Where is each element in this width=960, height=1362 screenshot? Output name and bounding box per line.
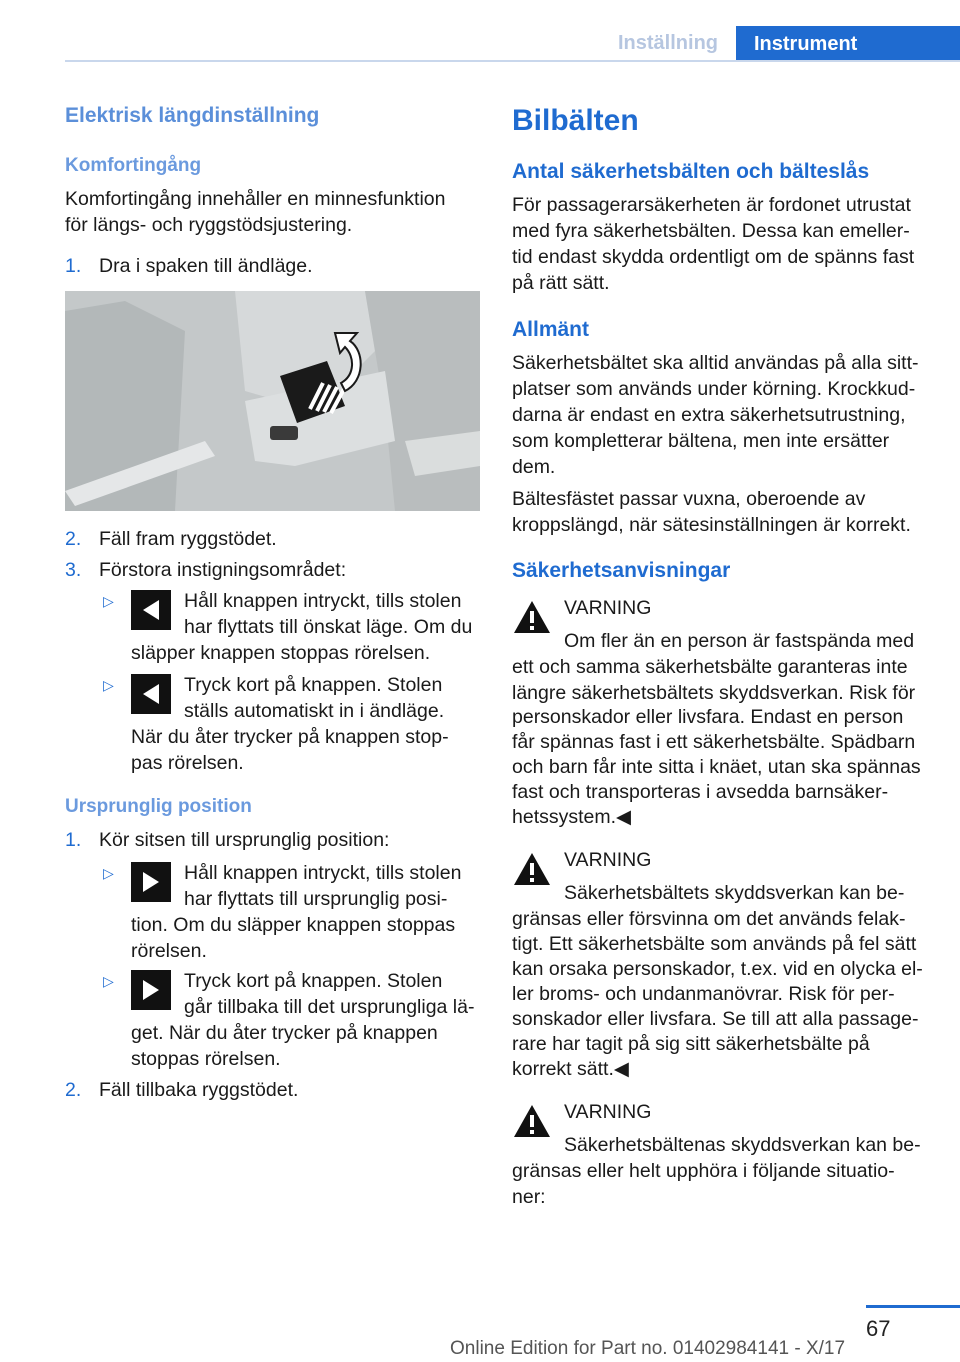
- step-text: Dra i spaken till ändläge.: [99, 255, 313, 277]
- body-line: som kompletterar bältena, men inte ersätter: [512, 430, 890, 452]
- bullet-text: har flyttats till ursprunglig posi‐: [184, 888, 448, 910]
- triangle-right-button-icon: [131, 970, 171, 1010]
- section-heading: Säkerhetsanvisningar: [512, 559, 731, 582]
- bullet-text: När du åter trycker på knappen stop‐: [131, 726, 449, 748]
- bullet-triangle-icon: ▷: [103, 677, 114, 693]
- body-line: darna är endast en extra säkerhetsutrustning,: [512, 404, 906, 426]
- body-line: dem.: [512, 456, 556, 478]
- warning-triangle-icon: [512, 599, 552, 635]
- body-line: platser som används under körning. Krockkud‐: [512, 378, 916, 400]
- body-line: Bältesfästet passar vuxna, oberoende av: [512, 488, 866, 510]
- warning-line: Om fler än en person är fastspända med: [564, 630, 915, 652]
- warning-line: rare har tagit på sig sitt säkerhetsbälte på: [512, 1033, 870, 1055]
- warning-triangle-icon: [512, 1103, 552, 1139]
- triangle-right-button-icon: [131, 862, 171, 902]
- step-text: Fäll fram ryggstödet.: [99, 528, 277, 550]
- step-number: 1.: [65, 829, 82, 851]
- tab-installning[interactable]: Inställning: [618, 32, 718, 54]
- warning-line: ler broms- och undanmanövrar. Risk för per‐: [512, 983, 895, 1005]
- bullet-text: get. När du åter trycker på knappen: [131, 1022, 438, 1044]
- warning-line: hetssystem.◀: [512, 806, 632, 828]
- bullet-text: stoppas rörelsen.: [131, 1048, 281, 1070]
- page-title: Bilbälten: [512, 104, 639, 137]
- warning-line: korrekt sätt.◀: [512, 1058, 629, 1080]
- body-line: tid endast skydda ordentligt om de spänns fast: [512, 246, 915, 268]
- bullet-text: Tryck kort på knappen. Stolen: [184, 674, 443, 696]
- edition-footer: Online Edition for Part no. 01402984141 - X/17: [450, 1338, 846, 1359]
- step-number: 2.: [65, 528, 82, 550]
- bullet-text: Håll knappen intryckt, tills stolen: [184, 590, 462, 612]
- warning-line: sonskador eller livsfara. Se till att alla passage‐: [512, 1008, 919, 1030]
- triangle-left-button-icon: [131, 674, 171, 714]
- warning-title: VARNING: [564, 597, 652, 619]
- step-text: Fäll tillbaka ryggstödet.: [99, 1079, 299, 1101]
- warning-line: ett och samma säkerhetsbälte garanteras inte: [512, 656, 908, 678]
- footer-rule: [866, 1305, 960, 1308]
- bullet-text: släpper knappen stoppas rörelsen.: [131, 642, 431, 664]
- warning-line: kan orsaka personskador, t.ex. vid en olycka el‐: [512, 958, 923, 980]
- bullet-text: går tillbaka till det ursprungliga lä‐: [184, 996, 475, 1018]
- step-text: Kör sitsen till ursprunglig position:: [99, 829, 390, 851]
- page-number: 67: [866, 1316, 891, 1341]
- warning-title: VARNING: [564, 849, 652, 871]
- step-text: Förstora instigningsområdet:: [99, 559, 347, 581]
- original-position-heading: Ursprunglig position: [65, 796, 252, 817]
- body-line: Säkerhetsbältet ska alltid användas på alla sitt‐: [512, 352, 919, 374]
- step-number: 1.: [65, 255, 82, 277]
- bullet-text: pas rörelsen.: [131, 752, 244, 774]
- step-number: 2.: [65, 1079, 82, 1101]
- warning-line: tigt. Ett säkerhetsbälte som används på fel sätt: [512, 933, 917, 955]
- section-heading: Allmänt: [512, 318, 590, 341]
- bullet-triangle-icon: ▷: [103, 593, 114, 609]
- tab-instrument[interactable]: Instrument: [736, 26, 960, 62]
- warning-line: gränsas eller försvinna om det används felak‐: [512, 908, 906, 930]
- bullet-text: har flyttats till önskat läge. Om du: [184, 616, 473, 638]
- section-title: Elektrisk längdinställning: [65, 104, 320, 127]
- comfort-heading: Komfortingång: [65, 155, 202, 176]
- bullet-text: Tryck kort på knappen. Stolen: [184, 970, 443, 992]
- body-line: För passagerarsäkerheten är fordonet utrustat: [512, 194, 911, 216]
- warning-line: Säkerhetsbältenas skyddsverkan kan be‐: [564, 1134, 921, 1156]
- bullet-text: Håll knappen intryckt, tills stolen: [184, 862, 462, 884]
- comfort-text-line: Komfortingång innehåller en minnesfunktion: [65, 188, 446, 210]
- warning-line: och barn får inte sitta i knäet, utan ska spännas: [512, 756, 921, 778]
- triangle-left-button-icon: [131, 590, 171, 630]
- section-heading: Antal säkerhetsbälten och bälteslås: [512, 160, 870, 183]
- bullet-text: tion. Om du släpper knappen stoppas: [131, 914, 456, 936]
- warning-line: gränsas eller helt upphöra i följande situatio‐: [512, 1160, 895, 1182]
- seat-lever-image: [65, 291, 480, 511]
- body-line: på rätt sätt.: [512, 272, 610, 294]
- bullet-text: ställs automatiskt in i ändläge.: [184, 700, 445, 722]
- bullet-triangle-icon: ▷: [103, 973, 114, 989]
- warning-title: VARNING: [564, 1101, 652, 1123]
- warning-triangle-icon: [512, 851, 552, 887]
- warning-line: Säkerhetsbältets skyddsverkan kan be‐: [564, 882, 905, 904]
- step-number: 3.: [65, 559, 82, 581]
- warning-line: ner:: [512, 1186, 546, 1208]
- warning-line: får spännas fast i ett säkerhetsbälte. Spädbarn: [512, 731, 916, 753]
- warning-line: längre säkerhetsbältets skyddsverkan. Risk för: [512, 682, 916, 704]
- warning-line: fast och transporteras i avsedda barnsäker‐: [512, 781, 889, 803]
- warning-line: personskador eller livsfara. Endast en person: [512, 706, 904, 728]
- body-line: kroppslängd, när sätesinställningen är korrekt.: [512, 514, 911, 536]
- comfort-text-line: för längs- och ryggstödsjustering.: [65, 214, 353, 236]
- bullet-triangle-icon: ▷: [103, 865, 114, 881]
- bullet-text: rörelsen.: [131, 940, 207, 962]
- body-line: med fyra säkerhetsbälten. Dessa kan emeller‐: [512, 220, 910, 242]
- header-rule: [65, 60, 960, 62]
- seat-lever-illustration: [65, 291, 480, 511]
